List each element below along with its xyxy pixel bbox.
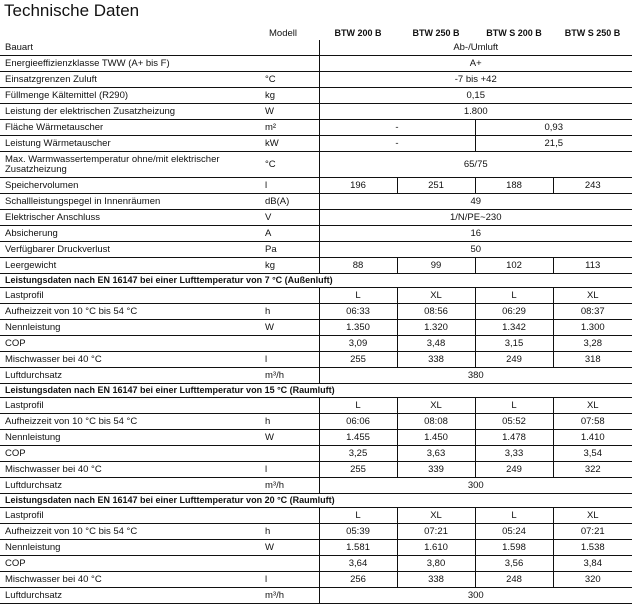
value-cell: 06:33 [319,304,397,320]
row-unit: °C [262,152,319,178]
value-cell: 1.581 [319,540,397,556]
value-cell: XL [397,288,475,304]
row-unit: m³/h [262,478,319,494]
row-unit: h [262,414,319,430]
row-unit: l [262,462,319,478]
value-cell: 1.320 [397,320,475,336]
table-row [0,572,632,588]
row-unit: V [262,210,319,226]
value-cell: A+ [319,56,632,72]
row-unit: m³/h [262,368,319,384]
row-label: Luftdurchsatz [0,368,262,384]
value-cell: 1.455 [319,430,397,446]
table-row [0,508,632,524]
table-row [0,352,632,368]
row-unit: l [262,572,319,588]
row-label: Einsatzgrenzen Zuluft [0,72,262,88]
value-cell: 3,25 [319,446,397,462]
section-header-row [0,494,632,508]
table-row [0,304,632,320]
table-row [0,152,632,178]
value-cell: 50 [319,242,632,258]
value-cell: L [319,398,397,414]
value-cell: 3,15 [475,336,553,352]
row-label: Luftdurchsatz [0,588,262,604]
table-row [0,226,632,242]
row-label: Lastprofil [0,288,262,304]
value-cell: 88 [319,258,397,274]
model-header: BTW S 250 B [564,27,621,38]
row-unit: h [262,524,319,540]
value-cell: XL [553,508,632,524]
table-row [0,556,632,572]
row-label: Lastprofil [0,398,262,414]
value-cell: 300 [319,478,632,494]
value-cell: 256 [319,572,397,588]
value-cell: 3,84 [553,556,632,572]
table-row [0,120,632,136]
value-cell: 3,63 [397,446,475,462]
table-row [0,430,632,446]
value-cell: L [475,288,553,304]
row-unit: dB(A) [262,194,319,210]
value-cell: 196 [319,178,397,194]
table-row [0,478,632,494]
value-cell: 243 [553,178,632,194]
row-label: Fläche Wärmetauscher [0,120,262,136]
row-unit [262,56,319,72]
page-title: Technische Daten [4,1,140,20]
value-cell: 300 [319,588,632,604]
value-cell: 1.598 [475,540,553,556]
value-cell: 06:29 [475,304,553,320]
row-unit: A [262,226,319,242]
value-cell: 102 [475,258,553,274]
row-label: Speichervolumen [0,178,262,194]
table-row [0,398,632,414]
value-cell: - [319,136,475,152]
row-label: Mischwasser bei 40 °C [0,572,262,588]
header-unit-label: Modell [269,27,297,39]
value-cell: 188 [475,178,553,194]
value-cell: 3,64 [319,556,397,572]
model-header: BTW 200 B [334,27,382,38]
row-label: Aufheizzeit von 10 °C bis 54 °C [0,414,262,430]
value-cell: 255 [319,352,397,368]
value-cell: 07:21 [397,524,475,540]
row-unit [262,288,319,304]
value-cell: 251 [397,178,475,194]
row-label: Schallleistungspegel in Innenräumen [0,194,262,210]
value-cell: 249 [475,352,553,368]
section-header-row [0,274,632,288]
row-label: Leistung der elektrischen Zusatzheizung [0,104,262,120]
row-unit: kg [262,88,319,104]
value-cell: 99 [397,258,475,274]
value-cell: 339 [397,462,475,478]
table-row [0,524,632,540]
value-cell: 08:37 [553,304,632,320]
value-cell: 05:52 [475,414,553,430]
row-label: Füllmenge Kältemittel (R290) [0,88,262,104]
row-label: COP [0,336,262,352]
row-label: COP [0,556,262,572]
row-label: Lastprofil [0,508,262,524]
row-label: Elektrischer Anschluss [0,210,262,226]
value-cell: 3,09 [319,336,397,352]
row-label: Luftdurchsatz [0,478,262,494]
row-label: Mischwasser bei 40 °C [0,462,262,478]
row-label: Bauart [0,40,262,56]
value-cell: 3,56 [475,556,553,572]
table-row [0,414,632,430]
value-cell: 1.300 [553,320,632,336]
value-cell: 08:08 [397,414,475,430]
row-label: COP [0,446,262,462]
section-title: Leistungsdaten nach EN 16147 bei einer Lufttemperatur von 15 °C (Raumluft) [0,384,632,398]
table-row [0,446,632,462]
value-cell: 21,5 [475,136,632,152]
row-unit [262,40,319,56]
value-cell: 3,48 [397,336,475,352]
table-row [0,258,632,274]
row-label: Absicherung [0,226,262,242]
value-cell: 07:21 [553,524,632,540]
row-unit: W [262,320,319,336]
value-cell: 3,80 [397,556,475,572]
row-unit [262,508,319,524]
row-label: Energieeffizienzklasse TWW (A+ bis F) [0,56,262,72]
table-row [0,242,632,258]
row-unit [262,336,319,352]
table-row [0,88,632,104]
value-cell: - [319,120,475,136]
model-header: BTW S 200 B [486,27,542,38]
value-cell: 16 [319,226,632,242]
model-header: BTW 250 B [412,27,460,38]
value-cell: 318 [553,352,632,368]
row-unit: l [262,352,319,368]
section-title: Leistungsdaten nach EN 16147 bei einer Lufttemperatur von 7 °C (Außenluft) [0,274,632,288]
value-cell: 1.610 [397,540,475,556]
value-cell: 255 [319,462,397,478]
value-cell: 3,54 [553,446,632,462]
row-label: Nennleistung [0,430,262,446]
row-label: Verfügbarer Druckverlust [0,242,262,258]
value-cell: 1.450 [397,430,475,446]
row-label: Aufheizzeit von 10 °C bis 54 °C [0,524,262,540]
value-cell: 113 [553,258,632,274]
value-cell: 0,93 [475,120,632,136]
value-cell: XL [553,398,632,414]
row-unit: W [262,540,319,556]
row-label: Leergewicht [0,258,262,274]
table-row [0,40,632,56]
value-cell: L [319,288,397,304]
table-row [0,56,632,72]
row-unit: h [262,304,319,320]
row-unit: °C [262,72,319,88]
value-cell: -7 bis +42 [319,72,632,88]
table-row [0,320,632,336]
row-unit [262,398,319,414]
value-cell: 1/N/PE~230 [319,210,632,226]
row-label: Nennleistung [0,540,262,556]
header-spacer [0,27,262,40]
row-label: Leistung Wärmetauscher [0,136,262,152]
row-label: Mischwasser bei 40 °C [0,352,262,368]
table-row [0,336,632,352]
value-cell: XL [397,508,475,524]
technical-data-table [0,27,632,604]
value-cell: 248 [475,572,553,588]
table-row [0,194,632,210]
value-cell: 1.478 [475,430,553,446]
value-cell: L [319,508,397,524]
value-cell: 05:24 [475,524,553,540]
section-header-row [0,384,632,398]
value-cell: 1.410 [553,430,632,446]
value-cell: Ab-/Umluft [319,40,632,56]
value-cell: 49 [319,194,632,210]
value-cell: 07:58 [553,414,632,430]
section-title: Leistungsdaten nach EN 16147 bei einer Lufttemperatur von 20 °C (Raumluft) [0,494,632,508]
row-label: Max. Warmwassertemperatur ohne/mit elektrischer Zusatzheizung [0,152,262,178]
row-label: Aufheizzeit von 10 °C bis 54 °C [0,304,262,320]
value-cell: 08:56 [397,304,475,320]
table-header-row [0,27,632,40]
row-unit [262,446,319,462]
table-row [0,178,632,194]
value-cell: XL [397,398,475,414]
row-unit: W [262,430,319,446]
row-unit: Pa [262,242,319,258]
value-cell: 320 [553,572,632,588]
value-cell: 65/75 [319,152,632,178]
value-cell: 3,33 [475,446,553,462]
value-cell: 0,15 [319,88,632,104]
row-unit: kW [262,136,319,152]
table-row [0,72,632,88]
value-cell: 1.342 [475,320,553,336]
value-cell: XL [553,288,632,304]
value-cell: 322 [553,462,632,478]
value-cell: L [475,508,553,524]
value-cell: 380 [319,368,632,384]
row-unit [262,556,319,572]
table-row [0,210,632,226]
value-cell: 06:06 [319,414,397,430]
value-cell: 249 [475,462,553,478]
table-row [0,136,632,152]
row-label: Nennleistung [0,320,262,336]
table-row [0,288,632,304]
row-unit: m³/h [262,588,319,604]
table-row [0,104,632,120]
value-cell: 338 [397,352,475,368]
table-row [0,368,632,384]
value-cell: L [475,398,553,414]
value-cell: 338 [397,572,475,588]
table-row [0,588,632,604]
value-cell: 3,28 [553,336,632,352]
row-unit: kg [262,258,319,274]
value-cell: 1.538 [553,540,632,556]
value-cell: 05:39 [319,524,397,540]
row-unit: m² [262,120,319,136]
value-cell: 1.800 [319,104,632,120]
table-row [0,540,632,556]
value-cell: 1.350 [319,320,397,336]
row-unit: l [262,178,319,194]
row-unit: W [262,104,319,120]
table-row [0,462,632,478]
